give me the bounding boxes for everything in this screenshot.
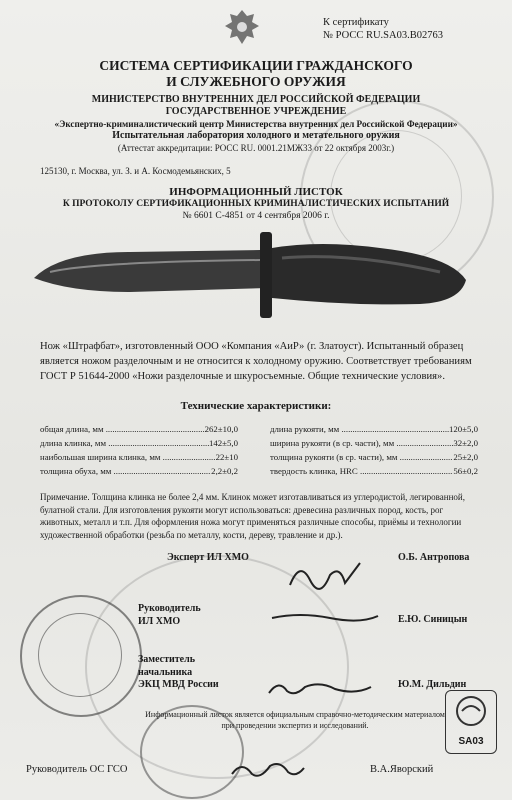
conformity-mark-label: SA03 (458, 736, 484, 747)
conformity-mark (445, 690, 497, 754)
spec-value: 142±5,0 (208, 438, 238, 448)
spec-label: ширина рукояти (в ср. части), мм ..... (270, 436, 453, 450)
deputy-label-line1: Заместитель (138, 654, 196, 665)
protocol-title: К ПРОТОКОЛУ СЕРТИФИКАЦИОННЫХ КРИМИНАЛИСТИЧЕСКИХ ИСПЫТАНИЙ (62, 199, 450, 209)
spec-value: 120±5,0 (448, 424, 478, 434)
deputy-label-line3: ЭКЦ МВД России (138, 679, 219, 690)
head-label (138, 603, 201, 628)
issuer-block (0, 94, 512, 154)
spec-value: 32±2,0 (453, 438, 478, 448)
coat-of-arms-icon (221, 6, 263, 48)
deputy-name: Ю.М. Дильдин (398, 679, 467, 690)
spec-row (40, 422, 238, 436)
spec-row (40, 464, 238, 478)
system-title (0, 58, 512, 90)
spec-value: 262±10,0 (204, 424, 238, 434)
bottom-right-signatory: В.А.Яворский (370, 764, 434, 775)
expert-label: Эксперт ИЛ ХМО (167, 552, 249, 563)
spec-row (270, 450, 478, 464)
spec-label: общая длина, мм ..... (40, 422, 205, 436)
certificate-reference (323, 16, 443, 42)
cert-ref-line1: К сертификату (323, 17, 389, 28)
spec-row (40, 450, 238, 464)
deputy-signature (265, 675, 375, 699)
system-title-line1: СИСТЕМА СЕРТИФИКАЦИИ ГРАЖДАНСКОГО (99, 58, 413, 73)
center-name: «Экспертно-криминалистический центр Министерства внутренних дел Российской Федерации» (54, 119, 458, 129)
spec-value: 25±2,0 (453, 452, 478, 462)
knife-image (20, 222, 480, 332)
deputy-label-line2: начальника (138, 666, 193, 678)
system-title-line2: И СЛУЖЕБНОГО ОРУЖИЯ (166, 74, 346, 89)
spec-value: 22±10 (215, 452, 238, 462)
head-label-line1: Руководитель (138, 603, 201, 614)
spec-row (270, 464, 478, 478)
tech-characteristics-title: Технические характеристики: (180, 400, 332, 412)
expert-signature (285, 555, 365, 595)
spec-label: длина рукояти, мм ..... (270, 422, 449, 436)
footer-note: Информационный листок является официальным справочно-методическим материалом при проведении экспертиз и исследований. (145, 710, 445, 730)
spec-row (270, 436, 478, 450)
spec-label: длина клинка, мм ..... (40, 436, 209, 450)
specs-left (40, 422, 238, 478)
note-paragraph: Примечание. Толщина клинка не более 2,4 мм. Клинок может изготавливаться из углеродистой, легированной, булатной стали. Для изготовления рукояти могут использоваться: древесина различных пород, кость, рог животных, металл и т.п. Для оформления ножа могут применяться различные способы, приёмы и технологии художественной обработки (резьба по металлу, кости, дереву, травление и др.). (40, 492, 465, 540)
rst-logo-icon (446, 691, 496, 731)
spec-label: наибольшая ширина клинка, мм ..... (40, 450, 216, 464)
bottom-signature (228, 756, 308, 782)
lab-name: Испытательная лаборатория холодного и метательного оружия (112, 130, 400, 141)
spec-label: твердость клинка, HRC ..... (270, 464, 453, 478)
head-name: Е.Ю. Синицын (398, 614, 468, 625)
product-description: Нож «Штрафбат», изготовленный ООО «Компания «АиР» (г. Златоуст). Испытанный образец является ножом разделочным и не относится к холодному оружию. Соответствует требованиям ГОСТ Р 51644-2000 «Ножи разделочные и шкуросъемные. Общие технические условия». (40, 341, 472, 382)
address: 125130, г. Москва, ул. З. и А. Космодемьянских, 5 (40, 166, 231, 176)
spec-row (40, 436, 238, 450)
accreditation: (Аттестат аккредитации: РОСС RU. 0001.21МЖ33 от 22 октября 2003г.) (117, 143, 395, 153)
institution: ГОСУДАРСТВЕННОЕ УЧРЕЖДЕНИЕ (165, 106, 347, 117)
head-signature (270, 608, 380, 628)
spec-value: 2,2±0,2 (211, 466, 238, 476)
spec-label: толщина рукояти (в ср. части), мм ..... (270, 450, 453, 464)
info-title: ИНФОРМАЦИОННЫЙ ЛИСТОК (169, 186, 343, 198)
round-seal-inner (38, 613, 122, 697)
cert-ref-line2: № РОСС RU.SA03.B02763 (323, 30, 443, 41)
deputy-label (138, 654, 219, 692)
head-label-line2: ИЛ ХМО (138, 615, 181, 627)
ministry: МИНИСТЕРСТВО ВНУТРЕННИХ ДЕЛ РОССИЙСКОЙ ФЕДЕРАЦИИ (91, 94, 421, 105)
spec-row (270, 422, 478, 436)
expert-name: О.Б. Антропова (398, 552, 470, 563)
bottom-left-signatory: Руководитель ОС ГСО (26, 764, 128, 775)
specs-right (270, 422, 478, 478)
protocol-number: № 6601 С-4851 от 4 сентября 2006 г. (182, 211, 330, 221)
spec-label: толщина обуха, мм ..... (40, 464, 211, 478)
spec-value: 56±0,2 (453, 466, 478, 476)
